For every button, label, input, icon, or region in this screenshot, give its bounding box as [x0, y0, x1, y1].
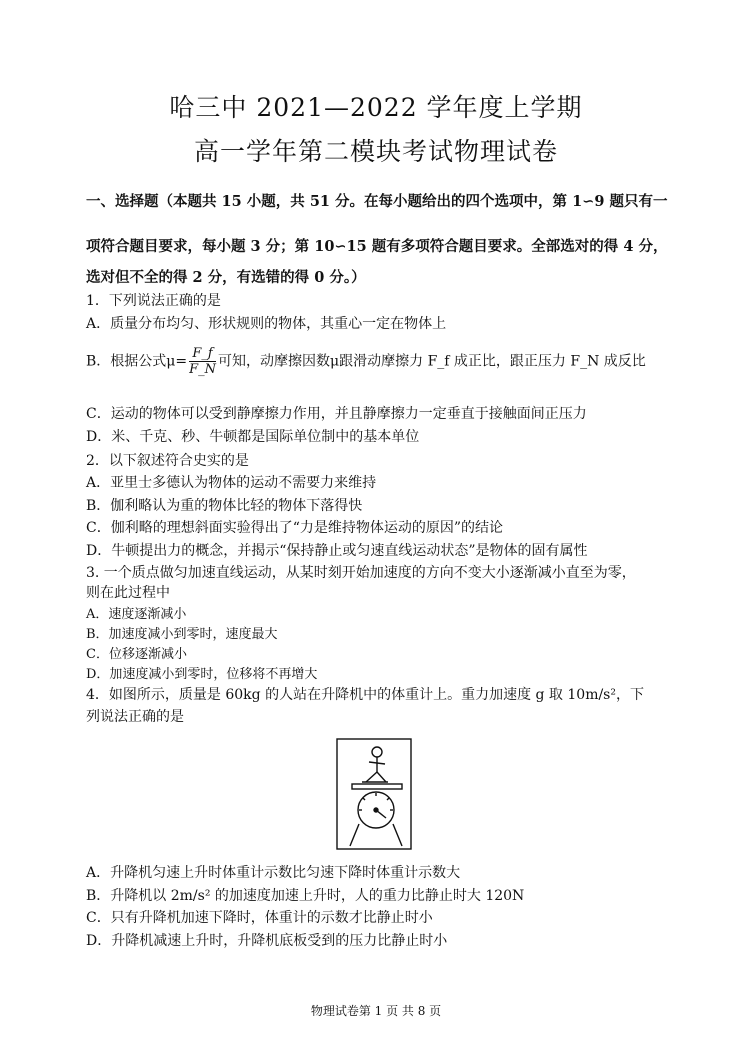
title-line-2: 高一学年第二模块考试物理试卷: [193, 137, 558, 166]
q1-stem: 1．下列说法正确的是: [86, 293, 221, 309]
person-figure: [362, 747, 388, 782]
q1-option-b: [86, 346, 646, 377]
q4-option-c: C．只有升降机加速下降时，体重计的示数才比静止时小: [86, 910, 433, 926]
q3-option-b: B．加速度减小到零时，速度最大: [86, 627, 278, 642]
q4-option-a: A．升降机匀速上升时体重计示数比匀速下降时体重计示数大: [86, 865, 461, 881]
q2-option-c: C．伽利略的理想斜面实验得出了“力是维持物体运动的原因”的结论: [86, 520, 504, 536]
q4-stem-line-2: 列说法正确的是: [86, 709, 184, 725]
q4-stem-line-1: 4．如图所示，质量是 60kg 的人站在升降机中的体重计上。重力加速度 g 取 10m/s²，下: [86, 687, 644, 703]
q3-option-a: A．速度逐渐减小: [86, 607, 187, 622]
section-instructions-line-2: 项符合题目要求，每小题 3 分；第 10∽15 题有多项符合题目要求。全部选对的得 4 分，: [86, 238, 668, 255]
q2-option-a: A．亚里士多德认为物体的运动不需要力来维持: [86, 475, 377, 491]
q4-option-b: B．升降机以 2m/s² 的加速度加速上升时，人的重力比静止时大 120N: [86, 888, 525, 904]
section-instructions-line-3: 选对但不全的得 2 分，有选错的得 0 分。）: [86, 269, 366, 286]
formula-fraction: [189, 346, 216, 377]
q3-stem-line-2: 则在此过程中: [86, 585, 170, 601]
q1-option-a: A．质量分布均匀、形状规则的物体，其重心一定在物体上: [86, 316, 447, 332]
section-instructions-line-1: 一、选择题（本题共 15 小题，共 51 分。在每小题给出的四个选项中，第 1∽9 题只有一: [86, 193, 668, 210]
scale-dial: [350, 792, 402, 846]
q4-option-d: D．升降机减速上升时，升降机底板受到的压力比静止时小: [86, 933, 448, 949]
q2-stem: 2．以下叙述符合史实的是: [86, 453, 249, 469]
q2-option-d: D．牛顿提出力的概念，并揭示“保持静止或匀速直线运动状态”是物体的固有属性: [86, 543, 588, 559]
fraction-numerator: F_f: [189, 346, 216, 362]
fraction-denominator: F_N: [189, 362, 217, 377]
q3-stem-line-1: 3. 一个质点做匀加速直线运动，从某时刻开始加速度的方向不变大小逐渐减小直至为零，: [86, 565, 636, 581]
q3-option-c: C．位移逐渐减小: [86, 647, 187, 662]
q1-option-c: C．运动的物体可以受到静摩擦力作用，并且静摩擦力一定垂直于接触面间正压力: [86, 406, 587, 422]
q2-option-b: B．伽利略认为重的物体比轻的物体下落得快: [86, 498, 363, 514]
page-footer: 物理试卷第 1 页 共 8 页: [310, 1004, 442, 1018]
q1-option-b-suffix: 可知，动摩擦因数μ跟滑动摩擦力 F_f 成正比，跟正压力 F_N 成反比: [218, 353, 646, 370]
q1-option-b-prefix: B．根据公式μ=: [86, 353, 188, 370]
q3-option-d: D．加速度减小到零时，位移将不再增大: [86, 667, 318, 682]
title-line-1: 哈三中 2021—2022 学年度上学期: [169, 93, 583, 122]
scale-platform: [352, 784, 402, 789]
q1-option-d: D．米、千克、秒、牛顿都是国际单位制中的基本单位: [86, 429, 420, 445]
elevator-scale-figure: [336, 738, 412, 850]
